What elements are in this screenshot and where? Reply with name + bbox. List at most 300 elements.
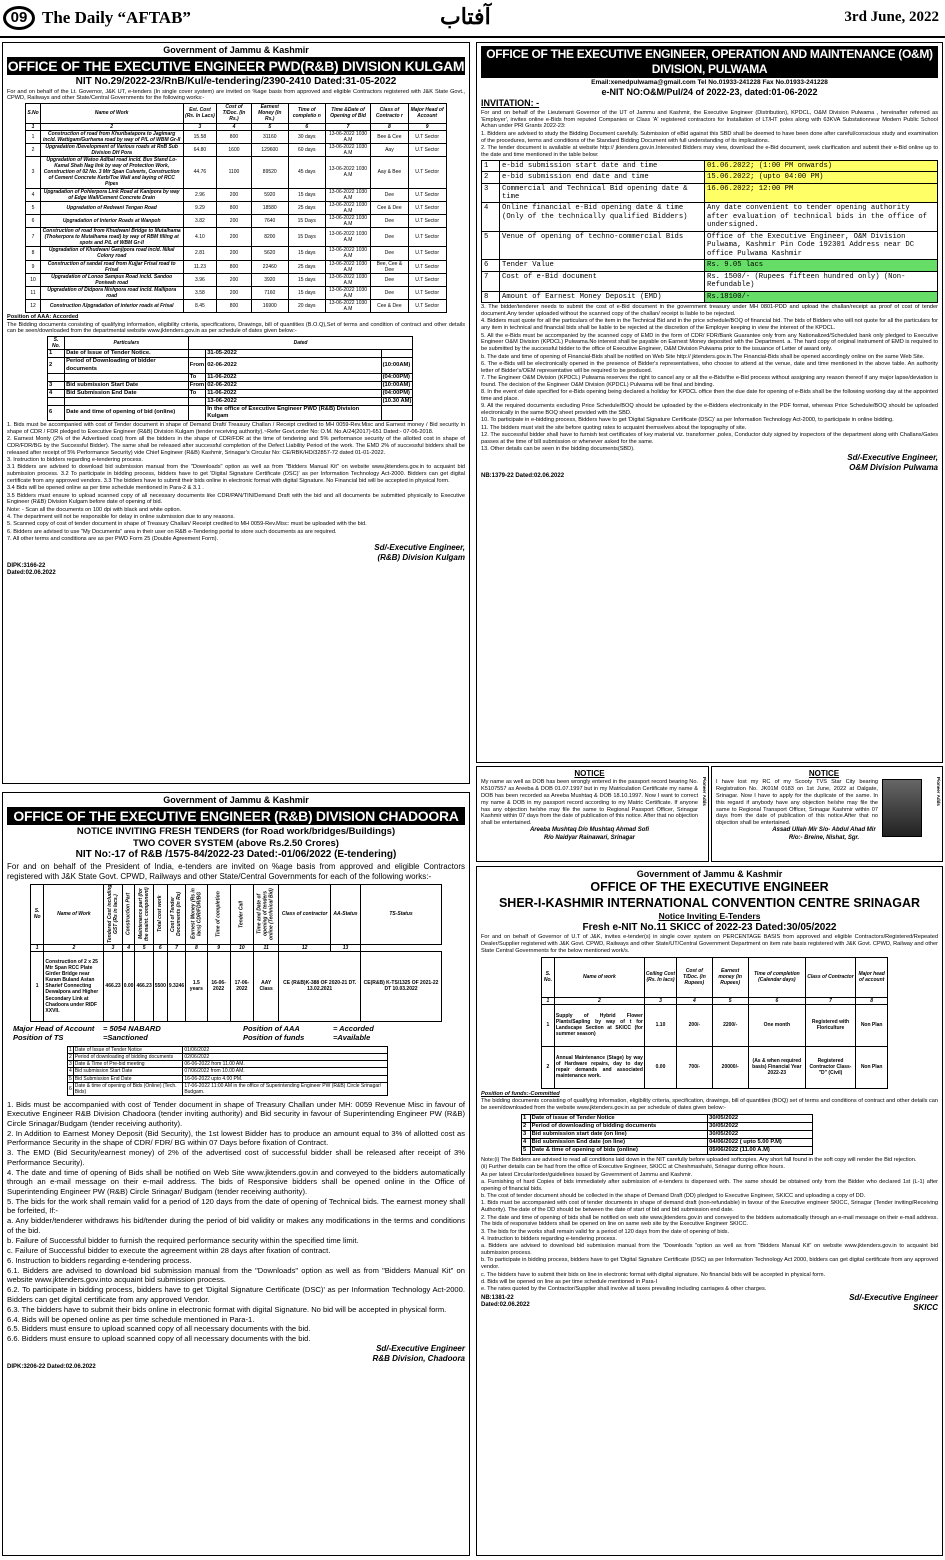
table-cell: 15 days <box>288 286 325 299</box>
condition-paragraph: 5. Scanned copy of cost of tender document in shape of Treasury Challan/ Receipt credited to MH 0059-Rev.Misc: must be uploaded with the bid. <box>7 521 367 528</box>
newspaper-name: The Daily “AFTAB” <box>42 8 191 27</box>
table-header: S. No. <box>542 957 555 997</box>
table-cell: 16900 <box>251 300 288 313</box>
table-cell: 3 <box>26 157 40 188</box>
table-cell: 8.45 <box>183 300 217 313</box>
condition-paragraph: (ii) Further details can be had from the office of Executive Engineer, SKICC at Cheshmashahi, Srinagar during office hours. <box>481 1164 785 1171</box>
notice-address: R/o Naidyar Rainawari, Srinagar <box>543 834 636 841</box>
table-cell: 13-06-2022 1030 A.M <box>325 260 371 273</box>
table-row <box>542 1046 888 1088</box>
table-cell: 3 <box>48 381 65 389</box>
table-header: Time of completio n <box>288 104 325 123</box>
table-cell: Cee & Dee <box>371 201 408 214</box>
table-cell: Date & time of opening of Bids (Online) (Tech. Bids) <box>73 1082 183 1095</box>
table-cell: Cee & Dee <box>371 300 408 313</box>
condition-paragraph: 3. The bids for the works shall remain valid for a period of 120 days from the date of opening of bids. <box>481 1228 730 1235</box>
table-cell: 1 <box>69 1047 72 1054</box>
table-cell: U.T Sector <box>408 214 446 227</box>
table-cell: 22460 <box>251 260 288 273</box>
table-cell: 13-06-2022 1030 A.M <box>325 273 371 286</box>
condition-paragraph: 11. The bidders must visit the site before quoting rates to acquaint themselves about the topography of site. <box>481 424 747 431</box>
table-row <box>26 247 446 260</box>
table-header: 11 <box>253 944 278 951</box>
table-cell: 15 Days <box>288 228 325 247</box>
kulgam-title: OFFICE OF THE EXECUTIVE ENGINEER PWD(R&B) DIVISION KULGAM <box>7 57 465 74</box>
table-cell: 13-06-2022 1030 A.M <box>325 130 371 143</box>
table-cell: Registered with Floriculture <box>805 1004 855 1046</box>
chadoora-schedule-table <box>67 1046 388 1096</box>
kulgam-ad <box>2 42 470 784</box>
table-cell: U.T Sector <box>408 260 446 273</box>
table-cell: 9.3246 <box>167 951 185 1021</box>
table-header: Name of Work <box>40 104 183 123</box>
table-cell: 200 <box>217 286 252 299</box>
condition-paragraph: 4. The date and time of opening of Bids shall be notified on Web Site www.jktenders.gov.in and conveyed to the bidders automatically through an e-mail message on their e-mail address. The bids of Responsive bidders shall be opened online in the Office of Superintending Engineer PW (R&B) Circle Srinagar/ Budgam (tender receiving authority). <box>7 1167 465 1196</box>
table-cell: 4 <box>522 1138 531 1146</box>
table-cell: Date and time of opening of bid (online) <box>65 405 189 420</box>
kulgam-works-table <box>25 103 446 313</box>
table-row <box>26 157 446 188</box>
table-cell: Period of Downloading of bidder documents <box>65 358 189 373</box>
condition-paragraph: 3.5 Bidders must ensure to upload scanned copy of all necessary documents like CDR/PAN/TIN/Demand Draft with the bid and all documents be submitted physically to Executive Engineer (R&B) Division Kulgam before date of opening of bid. <box>7 492 465 506</box>
skicc-gov: Government of Jammu & Kashmir <box>636 869 783 879</box>
table-row <box>482 231 938 259</box>
newspaper-logo: آفتاب <box>440 4 491 30</box>
issue-date: 3rd June, 2022 <box>844 9 939 25</box>
table-cell: 16-06-2022 upto 4.00 PM. <box>183 1075 387 1082</box>
chadoora-works-table <box>30 884 442 1022</box>
table-cell: 4 <box>48 389 65 397</box>
skicc-intro: For and on behalf of Governor of U.T of J&K, invites e-tender(s) in single cover system on PERCENTAGE BASIS from approved and eligible Contractors/Registered/Repeated Dealer/Supplier registered with J&K Govt. CPWD, Railways and other State/UT/Central Government Department on item rate basis registered with J&K Govt. CPWD, Railway and other State Central Governments for the below mentioned work/s. <box>481 934 938 954</box>
table-cell: 1 <box>542 1004 555 1046</box>
table-cell: 07/06/2022 from 10.00 AM. <box>183 1068 387 1075</box>
table-cell: Upgradation of Lonoo Sampus Road incld. Sandoo Poniwah road <box>40 273 183 286</box>
condition-paragraph: 1. Bids must be accompanied with cost of Tender document in shape of Demand Draft/ Treasury Challan / Receipt credited to MH 0059-Rev.Misc and Earnest money / Bid security in shape of CDR / FDR pledged to Executive Engineer (R&B) Division Kulgam (tender receiving authority).~Refer Govt.order No: O.M. No.A/24(2017)-651 Dated:- 07-06-2018. <box>7 421 465 435</box>
table-cell: To <box>188 389 206 397</box>
table-header: 1 <box>30 944 44 951</box>
table-cell <box>48 373 65 381</box>
table-header: Class of Contractor <box>805 957 855 997</box>
table-header: Ceiling Cost (Rs. In lacs) <box>644 957 676 997</box>
pulwama-conditions <box>481 304 938 453</box>
table-header: 2 <box>40 123 183 130</box>
table-cell: 13-06-2022 1030 A.M <box>325 201 371 214</box>
table-header: Earnest Money (Rs in lacs) CDR/FDR/BG <box>186 884 207 944</box>
condition-paragraph: 2. Earnest Monty (2% of the Advertised cost) from all the bidders in the shape of CDR/FDR at the time of tendering and 5% performance security of the allotted cost in shape of CDR/FDR/BG by the Successful Bidder). The same shall be released after successful completion of the Defect Liability Period of the work. The EMD 2% of successful bidders shall be released after receipt of 5% Performance Security) vide Chief Engineer (R&B) Kashmir, Srinagar's Circular No: CE/RBK/HD/32857-72 dated 01-01-2022. <box>7 436 465 456</box>
table-cell: 16-06-2022 <box>207 951 230 1021</box>
table-cell: 2200/- <box>712 1004 748 1046</box>
table-row <box>482 160 938 171</box>
table-cell: 3920 <box>251 273 288 286</box>
condition-paragraph: 2. The date and time of opening of bids shall be notified on web site www.jktenders.gov.in and conveyed to the bidders automatically through an e-mail message on their e-mail address. The bids of responsive bidders shall be opened on line on same web site by the Executive Engineer SKICC. <box>481 1214 938 1228</box>
condition-paragraph: e. The rates quoted by the Contractor/Supplier shall involve all taxes prevailing including carriages & other charges. <box>481 1286 767 1293</box>
condition-paragraph: 10. To participate in e-bidding process, Bidders have to get 'Digital Signature Certificate (DSC)' as per Information Technology Act-2000, to participate in online bidding. <box>481 417 894 424</box>
table-cell: 0.00 <box>644 1046 676 1088</box>
condition-paragraph: b. The date and time of opening of Financial-Bids shall be notified on Web Site http:// jktenders.gov.in.The Financial-Bids shall be opened accordingly online on the same Web Site. <box>481 353 925 360</box>
table-cell: Upgradation of Redwani Tengan Road <box>40 201 183 214</box>
table-cell: 7 <box>482 271 500 291</box>
table-row <box>26 130 446 143</box>
table-header: 9 <box>207 944 230 951</box>
chadoora-ad <box>2 792 470 1556</box>
condition-paragraph: 7. The Engineer O&M Division (KPDCL) Pulwama reserves the right to cancel any or all the e-Bids/the e-Bid process without assigning any reason thereof if any major lapse/deviation is found. The decision of the Engineer O&M Division (KPDCL) Pulwama will be final and binding. <box>481 374 938 388</box>
condition-paragraph: 13. Other details can be seen in the bidding documents(SBD). <box>481 446 635 453</box>
table-cell: 4 <box>69 1068 72 1075</box>
table-cell: Cost of e-Bid document <box>500 271 705 291</box>
condition-paragraph: 3.4 Bids will be opened online as per time schedule mentioned in Para-2 & 3.1 . <box>7 485 204 492</box>
kulgam-schedule-table <box>47 336 413 421</box>
table-cell: From <box>188 358 206 373</box>
table-header: Time of completion <box>207 884 230 944</box>
table-row <box>68 1047 388 1054</box>
table-cell: AAY Class <box>253 951 278 1021</box>
condition-paragraph: c. The bidders have to submit their bids on line in electronic format with digital signature. No financial bids will be accepted in physical form. <box>481 1271 826 1278</box>
table-header: 3 <box>104 944 122 951</box>
table-cell: 5 <box>522 1146 531 1154</box>
condition-paragraph: 6.2. To participate in bidding process, bidders have to get 'Digital Signature Certificate (DSC)' as per Information Technology Act-2000. Bidders can get digital certificate from any approved Vendor. <box>7 1285 465 1304</box>
table-header: 4 <box>217 123 252 130</box>
table-cell: 2 <box>522 1122 531 1130</box>
table-cell <box>188 405 206 420</box>
table-row <box>482 183 938 203</box>
table-cell: 11.23 <box>183 260 217 273</box>
table-cell: (10:00AM) <box>381 358 413 373</box>
table-cell: 8 <box>482 291 500 302</box>
table-cell <box>48 397 65 405</box>
pulwama-table <box>481 160 938 304</box>
table-cell: Commercial and Technical Bid opening date & time <box>500 183 705 203</box>
table-cell: 200 <box>217 228 252 247</box>
table-header: 2 <box>44 944 104 951</box>
chadoora-positions: Major Head of Account = 5054 NABARD Position of AAA = Accorded Position of TS =Sanctioned Position of funds =Available <box>13 1023 374 1043</box>
table-cell: 6 <box>482 260 500 271</box>
table-cell: 800 <box>217 201 252 214</box>
skicc-nit: Fresh e-NIT No.11 SKICC of 2022-23 Dated:30/05/2022 <box>582 921 837 933</box>
condition-paragraph: 5. The bids for the work shall remain valid for a period of 120 days from the date of opening of Technical bids. The earnest money shall be forfeited, If:- <box>7 1196 465 1216</box>
table-cell: 15 days <box>288 188 325 201</box>
table-cell: Registered Contractor Class-"D" (Civil) <box>805 1046 855 1088</box>
table-cell: 129600 <box>251 143 288 156</box>
condition-paragraph: 1. Bids must be accompanied with cost of tender documents in shape of demand draft (non-refundable) in favour of the Executive engineer SKICC, Srinagar (Tender inviting/Receiving Authority). The date of the DD should be between the date of start of bid and bid submission end date. <box>481 1200 938 1214</box>
table-header: Time and Date of opening of tenders online (Technical Bid) <box>253 884 278 944</box>
table-row <box>522 1146 813 1154</box>
table-cell: 13-06-2022 <box>206 397 381 405</box>
table-cell: 1 <box>30 951 44 1021</box>
table-cell: 3.96 <box>183 273 217 286</box>
table-cell: U.T Sector <box>408 157 446 188</box>
table-cell: U.T Sector <box>408 201 446 214</box>
table-header: Construction Part <box>122 884 135 944</box>
table-cell: 8200 <box>251 228 288 247</box>
table-row <box>482 271 938 291</box>
table-cell: Bid submission start date (on line) <box>530 1130 707 1138</box>
table-cell: Venue of opening of techno-commercial Bids <box>500 231 705 259</box>
table-header: TS-Status <box>360 884 441 944</box>
table-row <box>482 291 938 302</box>
kulgam-bidding: The Bidding documents consisting of qualifying information, eligibility criteria, specifications, Drawings, bill of quantities (B.O.Q),Set of terms and condition of contract and other details can be seen/downloaded from the departmental website www.jktenders.gov.in as per schedule of dates given below:- <box>7 321 465 335</box>
table-cell: Upgradation /Development of Various roads at RnB Sub Division DH Pora <box>40 143 183 156</box>
table-cell: 2 <box>48 358 65 373</box>
table-header: 6 <box>288 123 325 130</box>
table-cell: 7160 <box>251 286 288 299</box>
table-cell: 3 <box>482 183 500 203</box>
chadoora-ref: DIPK:3206-22 Dated:02.06.2022 <box>7 1363 96 1370</box>
table-cell: 3 <box>69 1061 72 1068</box>
condition-paragraph: As per latest Circular/order/guidelines issued by Government of Jammu and Kashmir. <box>481 1171 693 1178</box>
table-row <box>26 143 446 156</box>
table-cell: 7 <box>26 228 40 247</box>
table-cell: 12 <box>26 300 40 313</box>
table-row <box>26 188 446 201</box>
table-cell: U.T Sector <box>408 130 446 143</box>
table-header: Tender Call <box>230 884 253 944</box>
notice-address: R/o:- Breine, Nishat, Sgr. <box>788 834 860 841</box>
table-cell: Period of downloading of bidding documents <box>530 1122 707 1130</box>
table-header: Earnest money (in Rupees) <box>712 957 748 997</box>
table-cell: 3.58 <box>183 286 217 299</box>
condition-paragraph: 4. Bidders must quote for all the particulars of the item in the Technical Bid and in the price schedule/BOQ of financial bid. The bids of Bidders who will not quote for all the particulars for any item in technical and financial bids shall be liable to be rejected at the discretion of the Employer keeping in view the interest of the KPDCL. <box>481 318 938 332</box>
table-cell <box>188 350 206 358</box>
kulgam-conditions <box>7 422 465 543</box>
table-cell: 45 days <box>288 157 325 188</box>
table-cell: 01.06.2022; (1:00 PM onwards) <box>705 160 938 171</box>
table-cell: 13-06-2022 1030 A.M <box>325 143 371 156</box>
table-cell: 1 <box>26 130 40 143</box>
table-cell: 5500 <box>153 951 167 1021</box>
table-cell: 3 <box>522 1130 531 1138</box>
table-cell: (10.30 AM) <box>382 397 412 404</box>
table-cell: 1 <box>482 160 500 171</box>
table-cell: 31160 <box>251 130 288 143</box>
chadoora-intro: For and on behalf of the President of India, e-tenders are invited on %age basis from approved and eligible Contractors registered with J&K State Govt. CPWD, Railways and other State/Central Governments for each of the following works:- <box>7 861 465 881</box>
condition-paragraph: 1. Bids must be accompanied with cost of Tender document in shape of Treasury Challan under MH: 0059 Revenue Misc in favour of Executive Engineer R&B Division Chadoora (tender inviting authority) and Bid security in favour of Superintending Engineer PW (R&B) Circle Srinagar/Budgam (tender receiving authority). <box>7 1099 465 1128</box>
table-cell: 2 <box>26 143 40 156</box>
table-cell: Aay & Bee <box>371 157 408 188</box>
table-header: Maintenance part (for the maint. component) <box>135 884 153 944</box>
condition-paragraph: 6. The e-Bids will be electronically opened in the presence of Bidder's representatives, who choose to attend at the venue, date and time mentioned in the above table. An authority letter of Bidder's/OEM representative will be required to be produced. <box>481 360 938 374</box>
table-cell: 5620 <box>251 247 288 260</box>
condition-paragraph: b. To participate in bidding process, bidders have to get 'Digital Signature Certificate (DSC) as per Information Technology Act 2000, bidders can get digital certificate from any approved vendor. <box>481 1257 938 1271</box>
table-cell: Non Plan <box>856 1004 888 1046</box>
condition-paragraph: 6. Bidders are advised to use "My Documents" area in their user on R&B e-Tendering portal to store such documents as are required. <box>7 528 337 535</box>
table-cell: 60 days <box>288 143 325 156</box>
table-cell: 0.00 <box>122 951 135 1021</box>
table-header: Major Head of Account <box>408 104 446 123</box>
table-row <box>48 389 413 397</box>
table-cell: 15.06.2022; (upto 04:00 PM) <box>705 172 938 183</box>
table-row <box>26 286 446 299</box>
table-row <box>68 1061 388 1068</box>
table-cell: Dee <box>371 214 408 227</box>
pulwama-title: OFFICE OF THE EXECUTIVE ENGINEER, OPERATION AND MAINTENANCE (O&M) DIVISION, PULWAMA <box>481 46 938 78</box>
pulwama-invitation: INVITATION: - <box>481 98 540 109</box>
table-row <box>48 373 413 381</box>
table-cell: e-bid submission end date and time <box>500 172 705 183</box>
table-header: Class of contractor <box>279 884 331 944</box>
condition-paragraph: 4. Instruction to bidders regarding e-tendering process. <box>481 1235 617 1242</box>
table-row <box>542 1004 888 1046</box>
table-cell: 05/06/2022 (11.00 A.M) <box>708 1146 813 1154</box>
table-row <box>48 405 413 420</box>
table-cell: Dee <box>371 286 408 299</box>
table-cell: U.T Sector <box>408 273 446 286</box>
table-cell: 06-06-2022 from 11.00 AM. <box>183 1061 387 1068</box>
pulwama-p1: For and on behalf of the Lieutenant Governor of the UT of Jammu and Kashmir, the Executive Engineer (Distribution), KPDCL, O&M Division Pulwama , hereinafter referred as 'Employer', invites online e-Bids from reputed Companies or Class 'A' registered contractors for Installation of LT/HT poles along with 63KVA Substationnear Modern Public School Achan under PRI Grants 2022-23: <box>481 109 938 130</box>
table-cell: 2.96 <box>183 188 217 201</box>
table-cell: 4 <box>482 203 500 231</box>
notice-sign: Assad Ullah Mir S/o- Abdul Ahad Mir <box>772 827 876 834</box>
table-row <box>48 358 413 373</box>
condition-paragraph: 9. All the required documents excluding Price Schedule/BOQ should be uploaded by the e-Bidders electronically in the PDF format, whereas Price Schedule/BOQ should be uploaded electronically in the same BOQ sheet provided with the SBD. <box>481 403 938 417</box>
table-cell: Upgradation of Pohlerpora Link Road at Kanipora by way of Edge Wall/Cement Concrete Drain <box>40 188 183 201</box>
table-cell: Non Plan <box>856 1046 888 1088</box>
notice-body: I have lost my RC of my Scooty TVS Star City bearing Registration No. JK01M 0183 on 1st June, 2022 at Dalgate, Srinagar. Now I have to apply for the duplicate of the same. In this regard if anybody have any objection he/she may file the same to Regional Transport Officer, Srinagar Kashmir within 07 days from the date of publication of this notice.After that no objection shall be entertained. <box>716 779 878 827</box>
skicc-conditions <box>481 1157 938 1293</box>
table-header: Time &Date of Opening of Bid <box>325 104 371 123</box>
table-header: Est. Cost (Rs. In Lacs) <box>183 104 217 123</box>
chadoora-conditions <box>7 1100 465 1344</box>
table-header: 4 <box>677 997 713 1004</box>
kulgam-intro: For and on behalf of the Lt. Governor, J&K UT, e-tenders (In single cover system) are invited on %age basis from approved and eligible Contractors registered with J&K State Govt., CPWD, Railways and other State/Central Governments for the following works:- <box>7 88 465 102</box>
table-row <box>68 1054 388 1061</box>
table-cell: 15 days <box>288 247 325 260</box>
page-number: 09 <box>3 6 35 30</box>
table-cell: 6 <box>48 405 65 420</box>
masthead <box>0 0 945 38</box>
table-header: 5 <box>135 944 153 951</box>
table-cell: Construction of road from Khuribatapora to Jagimarg incld. Wattigam/Gurhama road by way of P/L of WBM Gr-II <box>40 130 183 143</box>
table-cell: 1.10 <box>644 1004 676 1046</box>
table-cell: Annual Maintenance (Stage) by way of Hardware repairs, day to day repair demands and associated maintenance work. <box>554 1046 644 1088</box>
condition-paragraph: 3. Instruction to bidders regarding e-tendering process. <box>7 457 143 464</box>
notice-title: NOTICE <box>808 769 840 778</box>
table-row <box>522 1130 813 1138</box>
condition-paragraph: 6.3. The bidders have to submit their bids online in electronic format with digital Signature. No bid will be accepted in physical form. <box>7 1304 447 1314</box>
table-cell: U.T Sector <box>408 247 446 260</box>
table-header: 7 <box>167 944 185 951</box>
table-row <box>26 201 446 214</box>
table-cell: Upgradation of Khudwani Ganjipora road incld. Nikal Colony road <box>40 247 183 260</box>
table-cell: 13-06-2022 1030 A.M <box>325 157 371 188</box>
kulgam-ref: DIPK:3166-22 Dated:02.06.2022 <box>7 562 56 577</box>
table-cell: 3.82 <box>183 214 217 227</box>
condition-paragraph: 6.5. Bidders must ensure to upload scanned copy of all necessary documents with the bid. <box>7 1324 311 1334</box>
table-cell: Bid Submission End Date <box>73 1075 183 1082</box>
condition-paragraph: c. Failure of Successful bidder to execute the agreement within 28 days after fixation of contract. <box>7 1245 331 1255</box>
table-cell: 17-06-2022 <box>230 951 253 1021</box>
table-cell: 30/05/2022 <box>708 1122 813 1130</box>
notice-rc <box>711 766 943 862</box>
table-cell: 04/06/2022 ( upto 5.00 P.M) <box>708 1138 813 1146</box>
table-cell: 7640 <box>251 214 288 227</box>
pulwama-email: Email:xenedpulwama@gmail.com Tel No.01933-241228 Fax No.01933-241228 <box>591 79 828 86</box>
table-cell: 02/06/2022 <box>183 1054 387 1061</box>
table-cell: Construction of sandal road from Kujjar Frisal road to Frisal <box>40 260 183 273</box>
table-cell: 13-06-2022 1030 A.M <box>325 188 371 201</box>
table-cell: 13-06-2022 1030 A.M <box>325 228 371 247</box>
table-cell: (04:00PM) <box>381 373 413 381</box>
table-cell: Office of the Executive Engineer, O&M Division Pulwama, Kashmir Pin Code 192301 Address near DC office Pulwama Kashmir <box>705 231 938 259</box>
table-header: Tendered Cost including GST (Rs in lacs.) <box>104 884 122 944</box>
table-cell: 18580 <box>251 201 288 214</box>
table-cell: 1.5 years <box>186 951 207 1021</box>
table-cell: In the office of Executive Engineer PWD (R&B) Division Kulgam <box>206 405 381 420</box>
skicc-schedule-table <box>521 1114 813 1155</box>
pulwama-p3: 2. The tender document is available at website http:// jktenders.gov.in.Interested Bidders may view, download the e-Bid document, seek clarification and submit their e-Bid online up to the date and time mentioned in the table below: <box>481 144 938 158</box>
condition-paragraph: b. Failure of Successful bidder to furnish the required performance security within the specified time limit. <box>7 1235 359 1245</box>
table-cell: Upgradation of Didpora Nishpora road incld. Mallipora road <box>40 286 183 299</box>
table-header: 1 <box>26 123 40 130</box>
table-cell: 466.23 <box>135 951 153 1021</box>
table-cell: Rs. 9.05 lacs <box>705 260 938 271</box>
condition-paragraph: 6. Instruction to bidders regarding e-tendering process. <box>7 1255 192 1265</box>
table-header: Class of Contracto r <box>371 104 408 123</box>
table-cell: Dee <box>371 228 408 247</box>
table-cell: Dee <box>371 273 408 286</box>
table-cell: Construction of road from Khudwani Bridge to Mutalhama (Thokerpora to Mutalhama road) by way of RBM filling at spots and P/L of WBM Gr-II <box>40 228 183 247</box>
pulwama-ref: NB:1379-22 Dated:02.06.2022 <box>481 472 565 479</box>
table-cell: 200 <box>217 247 252 260</box>
table-cell: 10 <box>26 273 40 286</box>
skicc-title1: OFFICE OF THE EXECUTIVE ENGINEER <box>590 879 829 894</box>
table-cell: 6 <box>26 214 40 227</box>
condition-paragraph: 6.1. Bidders are advised to download bid submission manual from the "Downloads" option as well as from "Bidders Manual Kit" on website www.jktenders.gov.into acquaint bid submission process. <box>7 1265 465 1285</box>
skicc-title2: SHER-I-KASHMIR INTERNATIONAL CONVENTION CENTRE SRINAGAR <box>498 895 921 910</box>
pulwama-p2: 1. Bidders are advised to study the Bidding Document carefully. Submission of eBid against this SBD shall be deemed to have been done after careful/conscious study and examination of the procedures, terms and conditions of the Standard Bidding Document with full understanding of its implications. <box>481 130 938 144</box>
pulwama-signature: Sd/-Executive Engineer, O&M Division Pulwama <box>847 453 938 473</box>
table-header: Cost of T/Doc. (in Rupees) <box>677 957 713 997</box>
kulgam-aaa: Position of AAA: Accorded <box>7 314 79 321</box>
table-header: 12 <box>279 944 331 951</box>
table-header: Cost of Tender Documents (in Rs) <box>167 884 185 944</box>
table-cell <box>65 373 189 381</box>
table-cell: 200 <box>217 188 252 201</box>
condition-paragraph: 5. All the e-Bids must be accompanied by the scanned copy of EMD in the form of CDR/ FDR/Bank Guarantee only from any Nationalized/Scheduled bank only pledged to Executive Engineer O&M Division (KPDCL) Pulwama.No interest shall be payable on Earnest Money deposited with the Department. a. The hard copy of original instrument of EMD is required to be submitted by the successful bidder to the office of Executive Engineer, O&M Division Pulwama prior to the issuance of Letter of award only. <box>481 332 938 353</box>
table-header: 6 <box>153 944 167 951</box>
table-cell: 4.10 <box>183 228 217 247</box>
notice-side-label: Pioneer Adds <box>936 777 941 806</box>
table-cell: 6 <box>68 1082 74 1095</box>
table-cell: 200/- <box>677 1004 713 1046</box>
kulgam-nit: NIT No.29/2022-23/RnB/Kul/e-tendering/2390-2410 Dated:31-05-2022 <box>75 75 397 87</box>
table-header: 1 <box>542 997 555 1004</box>
table-cell: 9.29 <box>183 201 217 214</box>
table-cell: 89520 <box>251 157 288 188</box>
table-cell: 800 <box>217 130 252 143</box>
table-cell: (10:00AM) <box>381 381 413 389</box>
table-cell: 11-06-2022 <box>206 373 381 381</box>
table-cell: 800 <box>217 300 252 313</box>
chadoora-nit: NIT No:-17 of R&B /1575-84/2022-23 Dated:-01/06/2022 (E-tendering) <box>75 849 397 861</box>
table-cell: 200 <box>217 273 252 286</box>
table-header: 6 <box>748 997 805 1004</box>
table-row <box>26 214 446 227</box>
table-cell <box>381 350 413 358</box>
table-cell: 25 days <box>288 260 325 273</box>
table-cell <box>188 397 206 405</box>
notice-title: NOTICE <box>574 769 605 778</box>
table-header: AA-Status <box>331 884 361 944</box>
table-row <box>68 1075 388 1082</box>
table-cell: e-bid submission start date and time <box>500 160 705 171</box>
notice-body: My name as well as DOB has been wrongly entered in the passport record bearing No. K5107557 as Areeba & DOB 01.07.1997 but in my Matriculation Certificate my name & DOB has been recorded as Areeba Mushtaq & DOB 18.10.1997. Now I want to correct my name & DOB in my passport record according to my Matric Certificate. If anyone has any objection he/she may file the same to Regional Passport Officer, Srinagar Kashmir within 07 days from the date of publication of this notice. After that no objection shall be entertained. <box>481 779 698 827</box>
table-cell: 02-06-2022 <box>206 381 381 389</box>
condition-paragraph: 6.4. Bids will be opened online as per time schedule mentioned in Para-1. <box>7 1314 255 1324</box>
table-header: Name of work <box>554 957 644 997</box>
table-header: 5 <box>251 123 288 130</box>
table-cell: U.T Sector <box>408 286 446 299</box>
notice-sign: Areeba Mushtaq D/o Mushtaq Ahmad Sofi <box>529 827 650 834</box>
